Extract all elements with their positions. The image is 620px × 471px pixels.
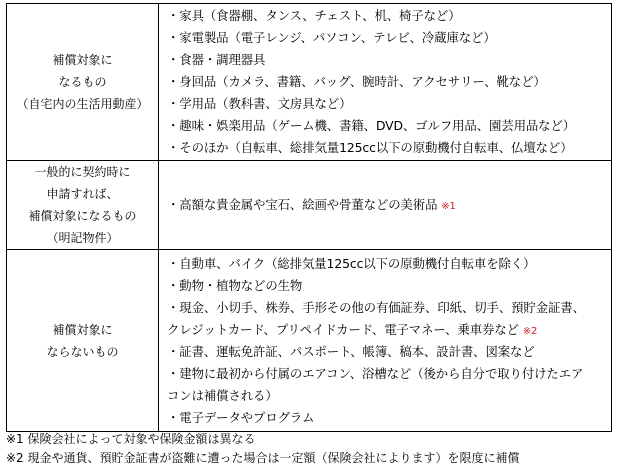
list-item: ・食器・調理器具 [167,52,266,67]
category-line: 補償対象に [52,53,113,67]
category-line: 補償対象に [52,322,113,337]
list-item: ・自動車、バイク（総排気量125cc以下の原動機付自転車を除く） [167,255,536,271]
list-item: コンは補償される） [167,387,278,403]
footnote-ref: ※1 [441,201,456,212]
category-line: なるもの [58,75,107,89]
list-item: ・電子データやプログラム [167,409,315,425]
table-row-covered [7,4,612,161]
list-item: ・学用品（教科書、文房具など） [167,96,352,111]
items-cell [159,4,612,161]
footnote-ref: ※2 [522,325,538,337]
category-cell [7,161,159,250]
footnotes [6,430,616,468]
category-line: ならないもの [46,344,119,359]
list-item: ・建物に最初から付属のエアコン、浴槽など（後から自分で取り付けたエア [167,365,584,381]
category-cell [7,250,159,432]
category-cell [7,4,159,161]
list-item: ・趣味・娯楽用品（ゲーム機、書籍、DVD、ゴルフ用品、園芸用品など） [167,118,576,133]
category-line: （明記物件） [46,231,119,245]
coverage-table [6,3,612,432]
list-item: ・現金、小切手、株券、手形その他の有価証券、印紙、切手、預貯金証書、 [167,299,585,315]
category-line: 申請すれば、 [46,187,119,201]
list-item: ・家電製品（電子レンジ、パソコン、テレビ、冷蔵庫など） [167,30,496,45]
list-item: ・証書、運転免許証、パスポート、帳簿、稿本、設計書、図案など [167,343,535,359]
list-item: ・動物・植物などの生物 [167,277,303,293]
category-line: 補償対象になるもの [28,209,137,223]
footnote-1: ※1 保険会社によって対象や保険金額は異なる [6,432,256,446]
table-row-declared-items [7,161,612,250]
footnote-2: ※2 現金や通貨、預貯金証書が盗難に遭った場合は一定額（保険会社によります）を限度に補償 [6,451,520,465]
list-item: クレジットカード、プリペイドカード、電子マネー、乗車券など ※2 [167,321,538,337]
category-line: （自宅内の生活用動産） [16,97,149,111]
list-item: ・そのほか（自転車、総排気量125cc以下の原動機付自転車、仏壇など） [167,140,573,155]
list-item: ・家具（食器棚、タンス、チェスト、机、椅子など） [167,8,461,23]
table-row-not-covered [7,250,612,432]
items-cell [159,250,612,432]
category-line: 一般的に契約時に [34,165,131,179]
list-item: ・身回品（カメラ、書籍、バッグ、腕時計、アクセサリー、靴など） [167,74,546,89]
items-cell [159,161,612,250]
list-item: ・高額な貴金属や宝石、絵画や骨董などの美術品 ※1 [167,197,456,212]
